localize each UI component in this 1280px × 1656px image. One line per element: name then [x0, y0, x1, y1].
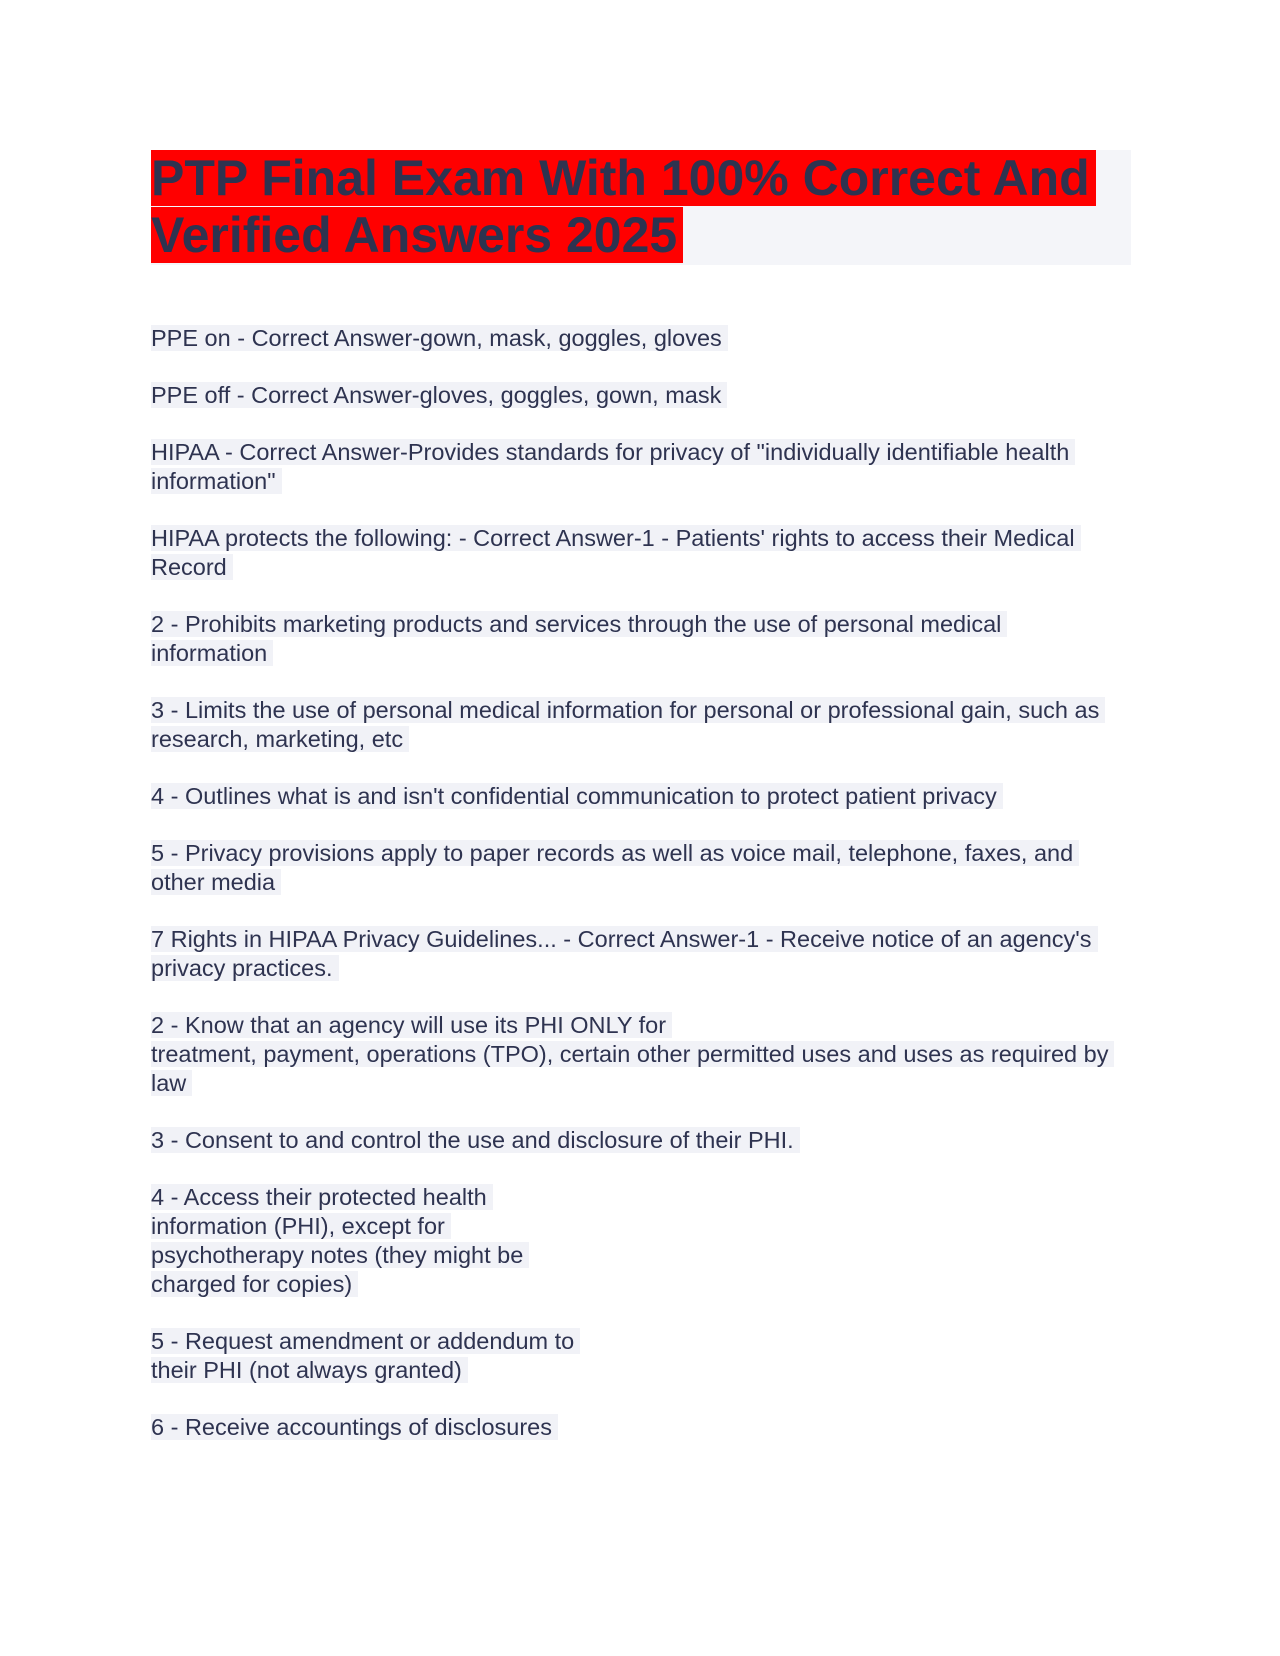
- paragraph-rights-5: 5 - Request amendment or addendum to their PHI (not always granted): [151, 1327, 1111, 1385]
- paragraph-protects-5: 5 - Privacy provisions apply to paper records as well as voice mail, telephone, faxes, and other media: [151, 839, 1111, 897]
- title-line-1: PTP Final Exam With 100% Correct And: [151, 150, 1096, 206]
- paragraph-rights-2: 2 - Know that an agency will use its PHI ONLY for treatment, payment, operations (TPO), certain other permitted uses and uses as required by law: [151, 1011, 1111, 1098]
- paragraph-protects-4: 4 - Outlines what is and isn't confidential communication to protect patient privacy: [151, 782, 1111, 811]
- paragraph-hipaa: HIPAA - Correct Answer-Provides standards for privacy of "individually identifiable health information": [151, 438, 1111, 496]
- paragraph-ppe-off: PPE off - Correct Answer-gloves, goggles, gown, mask: [151, 381, 1111, 410]
- paragraph-seven-rights: 7 Rights in HIPAA Privacy Guidelines... - Correct Answer-1 - Receive notice of an agency's privacy practices.: [151, 925, 1111, 983]
- paragraph-protects-3: 3 - Limits the use of personal medical information for personal or professional gain, such as research, marketing, etc: [151, 696, 1111, 754]
- paragraph-hipaa-protects: HIPAA protects the following: - Correct Answer-1 - Patients' rights to access their Medical Record: [151, 524, 1111, 582]
- document-body: [151, 324, 1111, 1470]
- title-line-2: Verified Answers 2025: [151, 207, 683, 263]
- paragraph-rights-6: 6 - Receive accountings of disclosures: [151, 1413, 1111, 1442]
- title-block: [151, 150, 1131, 265]
- paragraph-ppe-on: PPE on - Correct Answer-gown, mask, goggles, gloves: [151, 324, 1111, 353]
- paragraph-rights-3: 3 - Consent to and control the use and disclosure of their PHI.: [151, 1126, 1111, 1155]
- paragraph-rights-4: 4 - Access their protected health information (PHI), except for psychotherapy notes (they might be charged for copies): [151, 1183, 1111, 1299]
- paragraph-protects-2: 2 - Prohibits marketing products and services through the use of personal medical information: [151, 610, 1111, 668]
- document-title: [151, 150, 1131, 264]
